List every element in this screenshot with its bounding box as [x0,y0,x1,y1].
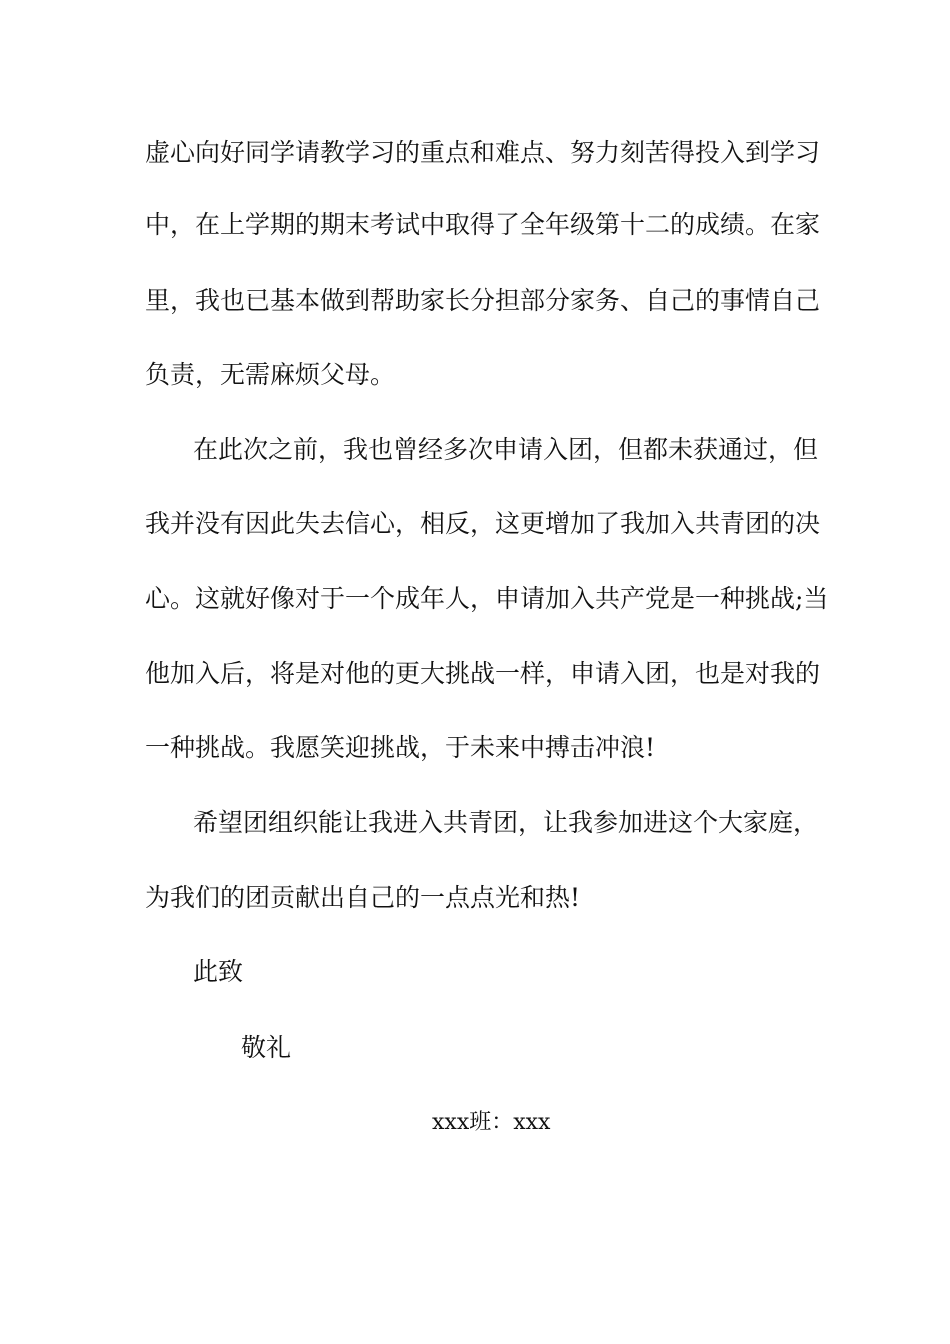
paragraph-1-line-4: 负责，无需麻烦父母。 [145,360,396,389]
paragraph-3-line-1: 希望团组织能让我进入共青团，让我参加进这个大家庭， [193,808,819,837]
closing-salute: 敬礼 [241,1033,292,1062]
paragraph-1-line-3: 里，我也已基本做到帮助家长分担部分家务、自己的事情自己 [145,286,821,315]
paragraph-2-line-2: 我并没有因此失去信心，相反，这更增加了我加入共青团的决 [145,509,821,538]
paragraph-2-line-1: 在此次之前，我也曾经多次申请入团，但都未获通过，但 [193,435,819,464]
paragraph-2-line-3: 心。这就好像对于一个成年人，申请加入共产党是一种挑战;当 [145,584,829,613]
paragraph-1-line-1: 虚心向好同学请教学习的重点和难点、努力刻苦得投入到学习 [145,138,821,167]
signature: xxx班：xxx [432,1110,551,1135]
paragraph-2-line-5: 一种挑战。我愿笑迎挑战，于未来中搏击冲浪! [145,733,656,762]
paragraph-3-line-2: 为我们的团贡献出自己的一点点光和热! [145,883,581,912]
closing-greeting: 此致 [193,957,244,986]
paragraph-1-line-2: 中，在上学期的期末考试中取得了全年级第十二的成绩。在家 [145,210,821,239]
paragraph-2-line-4: 他加入后，将是对他的更大挑战一样，申请入团，也是对我的 [145,659,821,688]
